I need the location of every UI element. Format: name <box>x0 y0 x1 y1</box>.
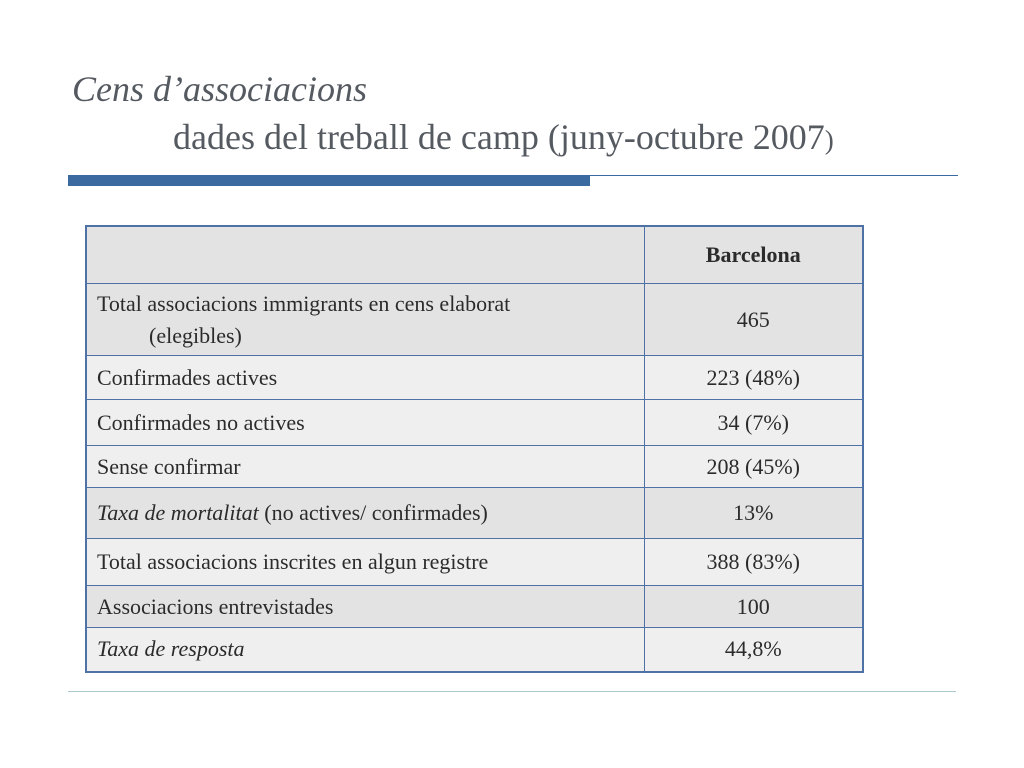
row-label-italic: Taxa de mortalitat <box>97 500 259 525</box>
slide-subtitle <box>173 116 834 158</box>
table-row <box>86 356 863 400</box>
census-table <box>85 225 864 673</box>
table-row <box>86 284 863 356</box>
subtitle-closing-paren: ) <box>824 125 834 155</box>
header-empty-cell <box>86 226 644 284</box>
row-label-continuation: (elegibles) <box>149 322 242 348</box>
table-row <box>86 628 863 672</box>
table-row <box>86 586 863 628</box>
row-label-text: Total associacions immigrants en cens elaborat <box>97 290 511 316</box>
row-label <box>86 488 644 539</box>
row-label: Confirmades actives <box>86 356 644 400</box>
slide-title: Cens d’associacions <box>72 69 367 109</box>
row-value: 44,8% <box>644 628 863 672</box>
table-row <box>86 488 863 539</box>
row-label: Associacions entrevistades <box>86 586 644 628</box>
row-value: 388 (83%) <box>644 539 863 586</box>
table-row <box>86 400 863 446</box>
row-value: 13% <box>644 488 863 539</box>
title-underline <box>590 175 958 176</box>
table-row <box>86 446 863 488</box>
row-label: Total associacions inscrites en algun registre <box>86 539 644 586</box>
title-accent-bar <box>68 175 590 186</box>
row-value: 223 (48%) <box>644 356 863 400</box>
row-value: 465 <box>644 284 863 356</box>
subtitle-text: dades del treball de camp (juny-octubre 2007 <box>173 117 825 157</box>
row-label: Taxa de resposta <box>86 628 644 672</box>
row-label: Confirmades no actives <box>86 400 644 446</box>
row-value: 34 (7%) <box>644 400 863 446</box>
row-label-rest: (no actives/ confirmades) <box>258 500 488 525</box>
row-value: 208 (45%) <box>644 446 863 488</box>
row-label <box>86 284 644 356</box>
row-label: Sense confirmar <box>86 446 644 488</box>
table-header-row <box>86 226 863 284</box>
header-barcelona: Barcelona <box>644 226 863 284</box>
row-value: 100 <box>644 586 863 628</box>
table-row <box>86 539 863 586</box>
footer-divider <box>68 691 956 692</box>
